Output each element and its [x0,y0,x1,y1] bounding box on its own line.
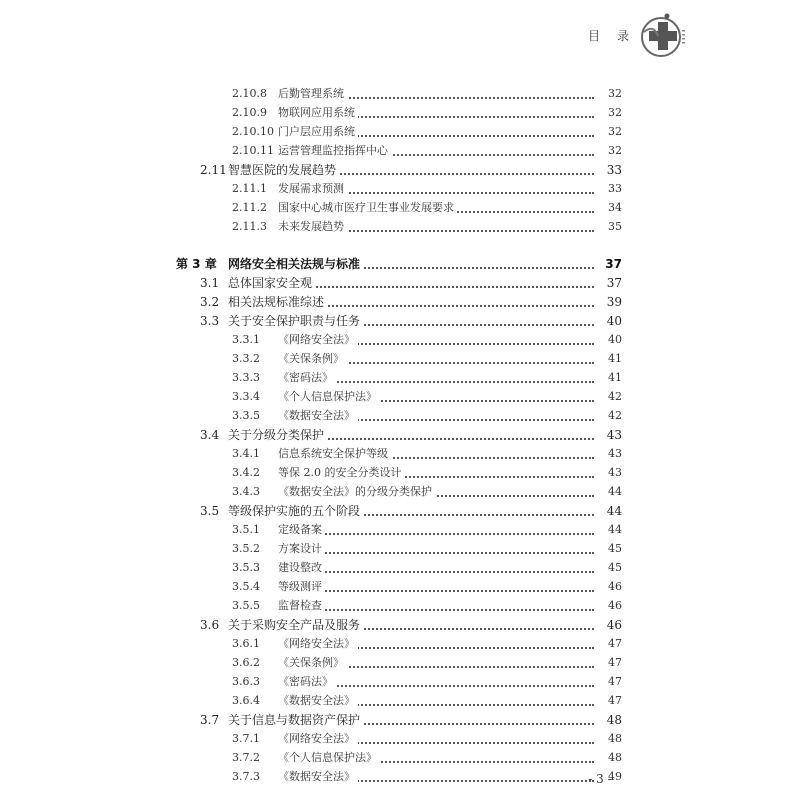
toc-entry-number: 3.5.2 [232,542,260,555]
toc-entry [0,330,800,350]
toc-entry-number: 3.3.2 [232,352,260,365]
toc-entry-title: 《网络安全法》 [278,634,358,654]
toc-entry [0,767,800,787]
toc-entry [0,349,800,369]
toc-entry-number: 2.10.8 [232,87,267,100]
toc-entry-number: 3.6.4 [232,694,260,707]
toc-entry-page: 42 [596,387,622,407]
toc-entry [0,254,800,274]
toc-entry-title: 等保 2.0 的安全分类设计 [278,463,405,483]
toc-entry-number: 3.6.1 [232,637,260,650]
toc-entry-page: 47 [596,672,622,692]
toc-entry-number: 3.3.4 [232,390,260,403]
toc-entry-page: 39 [596,292,622,312]
toc-entry-page: 33 [596,179,622,199]
toc-entry-number: 2.11 [200,163,227,177]
toc-entry-page: 35 [596,217,622,237]
toc-entry-title: 《关保条例》 [278,349,347,369]
toc-entry [0,672,800,692]
toc-entry-title: 等级保护实施的五个阶段 [228,501,363,521]
toc-entry [0,292,800,312]
toc-entry-page: 34 [596,198,622,218]
toc-entry-number: 3.4 [200,428,220,442]
toc-entry-number: 2.11.2 [232,201,267,214]
toc-entry-number: 3.7 [200,713,220,727]
toc-entry-page: 41 [596,368,622,388]
toc-entry [0,387,800,407]
toc-entry [0,198,800,218]
toc-leader-dots [278,590,594,592]
toc-entry-page: 37 [596,273,622,293]
toc-entry [0,179,800,199]
toc-entry [0,103,800,123]
toc-entry [0,217,800,237]
page-header [0,0,800,70]
toc-entry-page: 44 [596,482,622,502]
toc-entry-page: 48 [596,729,622,749]
toc-entry-page: 32 [596,103,622,123]
toc-entry [0,425,800,445]
toc-entry [0,501,800,521]
toc-entry [0,729,800,749]
toc-entry-title: 定级备案 [278,520,325,540]
toc-entry-title: 《个人信息保护法》 [278,748,380,768]
toc-entry-number: 3.5.5 [232,599,260,612]
toc-entry-number: 3.3.3 [232,371,260,384]
toc-entry-page: 32 [596,141,622,161]
toc-entry-page: 47 [596,634,622,654]
medical-cross-logo-icon [636,10,686,60]
toc-entry-title: 信息系统安全保护等级 [278,444,391,464]
toc-entry-page: 48 [596,748,622,768]
toc-entry [0,691,800,711]
toc-entry-title: 运营管理监控指挥中心 [278,141,391,161]
toc-entry-page: 46 [596,615,622,635]
toc-entry-title: 《个人信息保护法》 [278,387,380,407]
toc-entry-number: 3.3 [200,314,220,328]
toc-entry-title: 建设整改 [278,558,325,578]
header-title-char-2: 录 [617,29,630,43]
toc-entry [0,520,800,540]
toc-entry-number: 3.7.3 [232,770,260,783]
toc-entry-number: 3.1 [200,276,220,290]
toc-entry-title: 关于安全保护职责与任务 [228,311,363,331]
page-number: - 3 - [588,772,612,786]
toc-entry-number: 3.3.5 [232,409,260,422]
toc-entry-title: 方案设计 [278,539,325,559]
toc-entry-page: 41 [596,349,622,369]
toc-entry-page: 44 [596,520,622,540]
toc-entry-title: 门户层应用系统 [278,122,358,142]
toc-entry-page: 43 [596,444,622,464]
toc-entry-title: 等级测评 [278,577,325,597]
toc-entry-page: 43 [596,425,622,445]
toc-leader-dots [278,609,594,611]
toc-entry-title: 《密码法》 [278,672,336,692]
toc-entry-title: 《关保条例》 [278,653,347,673]
toc-entry-page: 48 [596,710,622,730]
toc-entry-number: 3.6.3 [232,675,260,688]
toc-entry-number: 3.7.1 [232,732,260,745]
toc-entry-number: 3.6.2 [232,656,260,669]
toc-leader-dots [278,571,594,573]
toc-entry [0,577,800,597]
toc-entry-page: 40 [596,330,622,350]
toc-entry-title: 监督检查 [278,596,325,616]
toc-entry-page: 33 [596,160,622,180]
toc-entry-title: 网络安全相关法规与标准 [228,254,363,274]
toc-entry-title: 关于信息与数据资产保护 [228,710,363,730]
toc-entry [0,558,800,578]
toc-entry-number: 3.2 [200,295,220,309]
toc-entry [0,463,800,483]
toc-entry [0,311,800,331]
toc-entry [0,710,800,730]
toc-entry-page: 45 [596,558,622,578]
toc-entry-page: 44 [596,501,622,521]
toc-entry-title: 发展需求预测 [278,179,347,199]
toc-entry-title: 《密码法》 [278,368,336,388]
toc-leader-dots [278,552,594,554]
toc-entry-page: 47 [596,691,622,711]
toc-entry-title: 《网络安全法》 [278,330,358,350]
toc-entry [0,748,800,768]
toc-entry [0,122,800,142]
toc-entry-number: 3.4.1 [232,447,260,460]
toc-entry [0,84,800,104]
toc-entry-title: 相关法规标准综述 [228,292,327,312]
toc-entry-number: 3.5 [200,504,220,518]
toc-entry-title: 关于采购安全产品及服务 [228,615,363,635]
toc-entry [0,273,800,293]
toc-entry-page: 32 [596,122,622,142]
toc-entry-number: 3.4.3 [232,485,260,498]
toc-entry [0,634,800,654]
toc-entry-number: 2.11.3 [232,220,267,233]
toc-entry-title: 《数据安全法》 [278,767,358,787]
toc-entry-number: 3.5.3 [232,561,260,574]
toc-entry-number: 3.5.4 [232,580,260,593]
toc-entry-page: 46 [596,596,622,616]
toc-entry [0,368,800,388]
toc-leader-dots [278,533,594,535]
toc-entry [0,596,800,616]
toc-entry-number: 3.5.1 [232,523,260,536]
toc-entry [0,406,800,426]
toc-entry-number: 3.7.2 [232,751,260,764]
toc-entry-title: 总体国家安全观 [228,273,315,293]
toc-entry-title: 物联网应用系统 [278,103,358,123]
toc-entry-title: 《数据安全法》 [278,406,358,426]
toc-entry-page: 32 [596,84,622,104]
toc-entry-title: 后勤管理系统 [278,84,347,104]
toc-entry-page: 49 [596,767,622,787]
toc-entry-title: 国家中心城市医疗卫生事业发展要求 [278,198,457,218]
toc-entry-number: 2.10.10 [232,125,274,138]
toc-entry-title: 《网络安全法》 [278,729,358,749]
toc-entry-title: 关于分级分类保护 [228,425,327,445]
toc-entry-page: 37 [596,254,622,274]
toc-entry-number: 3.3.1 [232,333,260,346]
toc-entry [0,444,800,464]
toc-entry-title: 未来发展趋势 [278,217,347,237]
toc-entry-number: 2.10.11 [232,144,274,157]
toc-entry-title: 《数据安全法》 [278,691,358,711]
toc-entry [0,160,800,180]
toc-entry [0,141,800,161]
toc-entry [0,653,800,673]
toc-entry-number: 2.10.9 [232,106,267,119]
toc-entry-number: 3.4.2 [232,466,260,479]
toc-entry-page: 46 [596,577,622,597]
toc-entry-page: 42 [596,406,622,426]
toc-entry-title: 智慧医院的发展趋势 [228,160,339,180]
toc-entry-number: 第 3 章 [176,257,217,271]
toc-entry [0,482,800,502]
toc-entry [0,615,800,635]
toc-entry-page: 43 [596,463,622,483]
toc-entry-page: 47 [596,653,622,673]
toc-entry-number: 3.6 [200,618,220,632]
toc-entry-title: 《数据安全法》的分级分类保护 [278,482,435,502]
toc-entry-number: 2.11.1 [232,182,267,195]
toc-entry [0,539,800,559]
toc-entry-page: 40 [596,311,622,331]
header-title-char-1: 目 [588,29,601,43]
toc-entry-page: 45 [596,539,622,559]
